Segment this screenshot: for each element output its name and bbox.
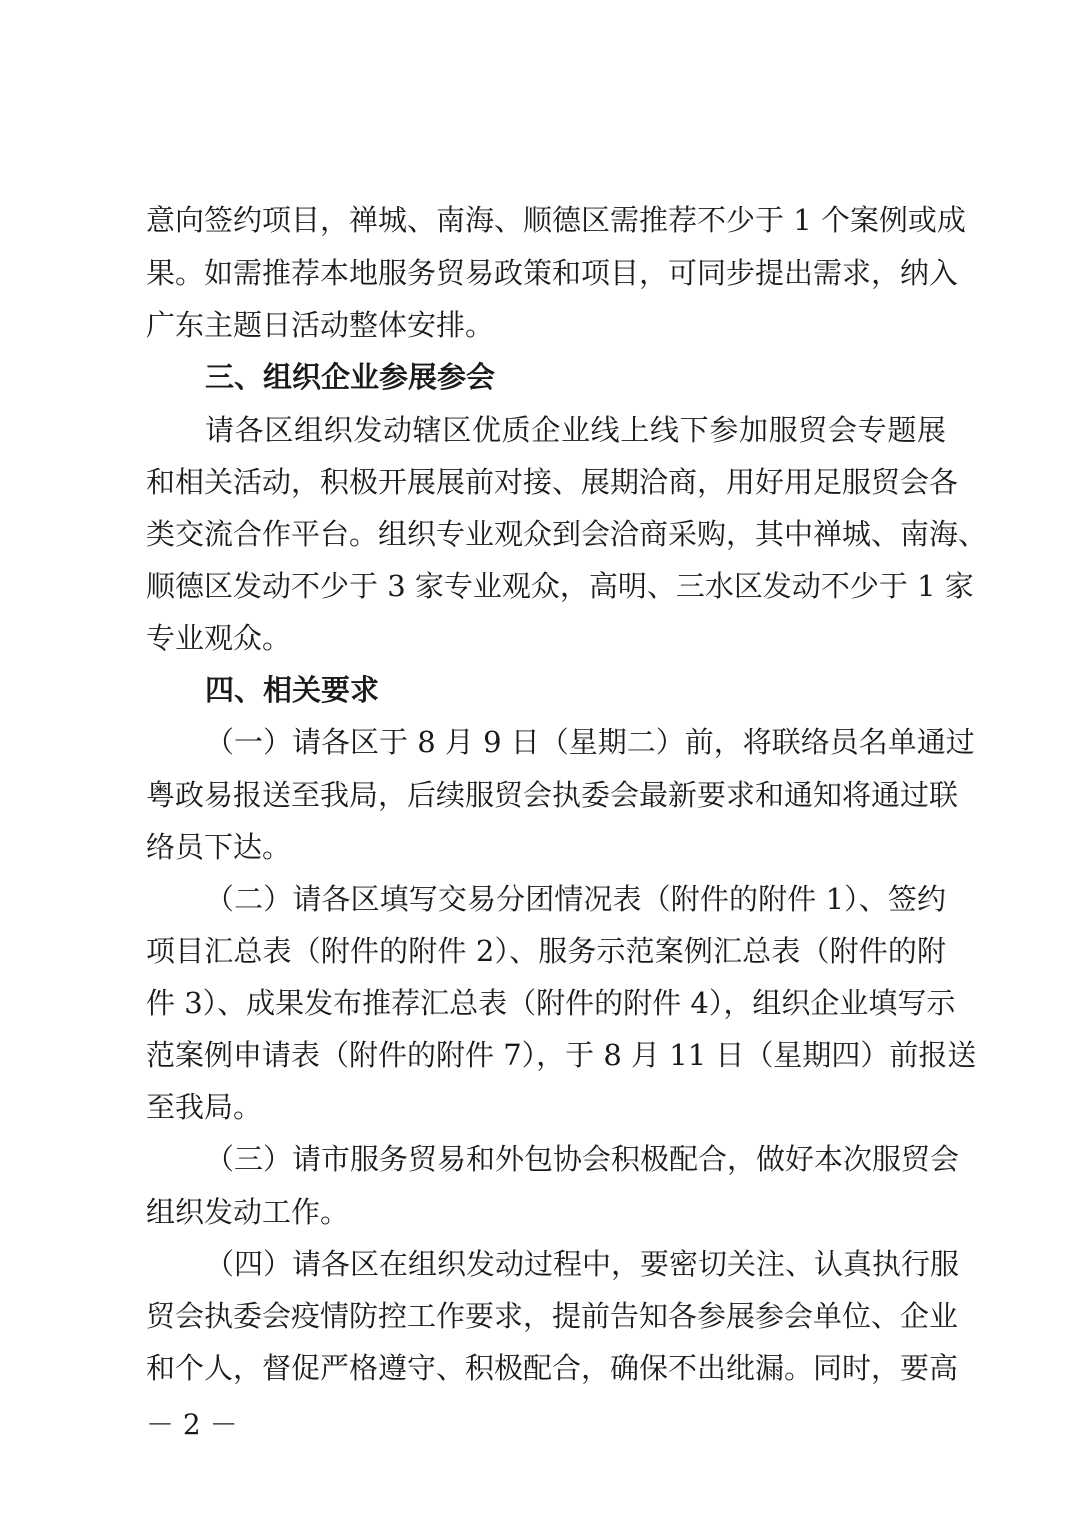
paragraph-line: 件 3）、成果发布推荐汇总表（附件的附件 4），组织企业填写示 <box>146 986 956 1020</box>
section-heading-3: 三、组织企业参展参会 <box>205 360 496 394</box>
paragraph-line: 和相关活动，积极开展展前对接、展期洽商，用好用足服贸会各 <box>146 465 959 499</box>
paragraph-line: 组织发动工作。 <box>146 1195 350 1229</box>
paragraph-line: 请各区组织发动辖区优质企业线上线下参加服贸会专题展 <box>205 413 946 447</box>
paragraph-line: 专业观众。 <box>146 621 292 655</box>
paragraph-line: 贸会执委会疫情防控工作要求，提前告知各参展参会单位、企业 <box>146 1299 959 1333</box>
paragraph-line: 至我局。 <box>146 1090 263 1124</box>
paragraph-line: 和个人，督促严格遵守、积极配合，确保不出纰漏。同时，要高 <box>146 1351 959 1385</box>
paragraph-line: 粤政易报送至我局，后续服贸会执委会最新要求和通知将通过联 <box>146 778 959 812</box>
paragraph-line: （三）请市服务贸易和外包协会积极配合，做好本次服贸会 <box>205 1142 960 1176</box>
section-heading-4: 四、相关要求 <box>205 673 380 707</box>
paragraph-line: （二）请各区填写交易分团情况表（附件的附件 1）、签约 <box>205 882 946 916</box>
paragraph-line: 顺德区发动不少于 3 家专业观众，高明、三水区发动不少于 1 家 <box>146 569 974 603</box>
paragraph-line: （一）请各区于 8 月 9 日（星期二）前，将联络员名单通过 <box>205 725 975 759</box>
paragraph-line: 意向签约项目，禅城、南海、顺德区需推荐不少于 1 个案例或成 <box>146 203 966 237</box>
paragraph-line: 类交流合作平台。组织专业观众到会洽商采购，其中禅城、南海、 <box>146 517 988 551</box>
paragraph-line: 项目汇总表（附件的附件 2）、服务示范案例汇总表（附件的附 <box>146 934 946 968</box>
paragraph-line: 广东主题日活动整体安排。 <box>146 308 495 342</box>
paragraph-line: 范案例申请表（附件的附件 7），于 8 月 11 日（星期四）前报送 <box>146 1038 977 1072</box>
paragraph-line: 络员下达。 <box>146 830 292 864</box>
paragraph-line: 果。如需推荐本地服务贸易政策和项目，可同步提出需求，纳入 <box>146 256 959 290</box>
paragraph-line: （四）请各区在组织发动过程中，要密切关注、认真执行服 <box>205 1247 960 1281</box>
page-number: － 2 － <box>146 1408 238 1441</box>
